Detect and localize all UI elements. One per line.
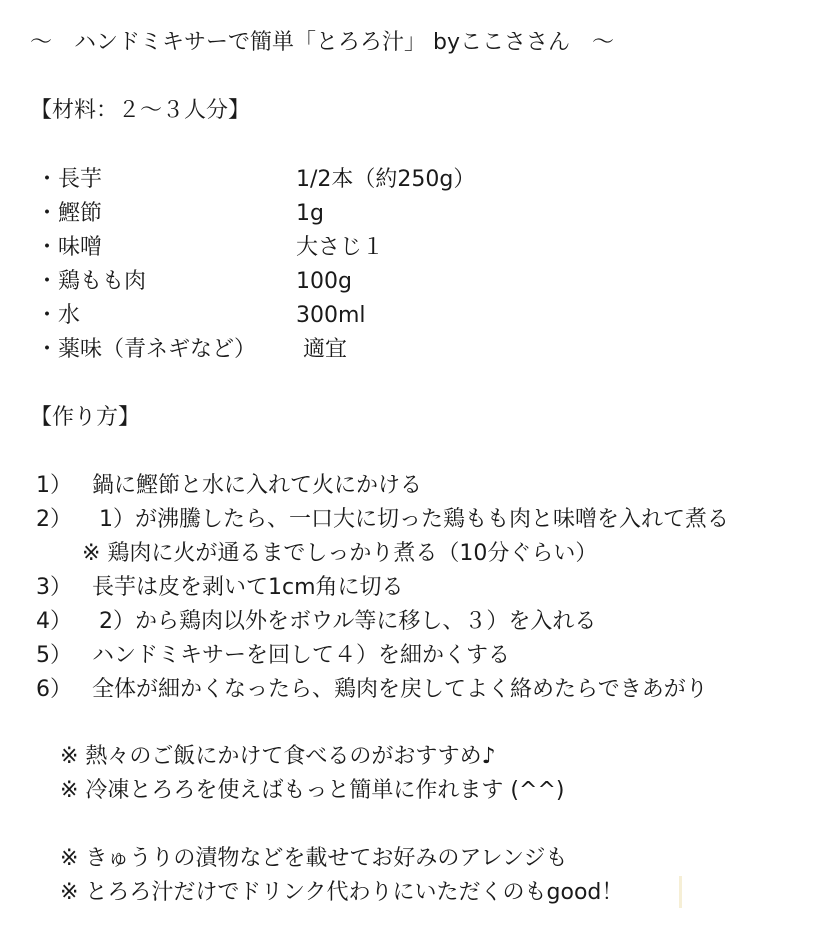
ingredient-amount: 大さじ１ [296, 235, 385, 260]
materials-heading: 【材料：２〜３人分】 [30, 98, 251, 123]
ingredient-amount: 100g [296, 269, 352, 294]
note-line: ※ 熱々のご飯にかけて食べるのがおすすめ♪ [60, 744, 496, 769]
ingredient-amount: 300ml [296, 303, 366, 328]
step-number: 3） [36, 575, 72, 600]
ingredient-amount: 適宜 [296, 337, 347, 362]
recipe-title: 〜 ハンドミキサーで簡単「とろろ汁」 byここささん 〜 [30, 30, 614, 55]
step-number: 1） [36, 473, 72, 498]
step-number: 6） [36, 677, 72, 702]
ingredient-name: ・味噌 [36, 235, 103, 260]
step-number: 5） [36, 643, 72, 668]
note-line: ※ とろろ汁だけでドリンク代わりにいただくのもgood！ [60, 880, 624, 905]
ingredient-name: ・水 [36, 303, 81, 328]
ingredient-name: ・長芋 [36, 167, 103, 192]
ingredient-name: ・鰹節 [36, 201, 103, 226]
step-text: 2）から鶏肉以外をボウル等に移し、３）を入れる [92, 609, 597, 634]
step-text: 長芋は皮を剥いて1cm角に切る [92, 575, 404, 600]
method-heading: 【作り方】 [30, 405, 141, 430]
step-text: ハンドミキサーを回して４）を細かくする [92, 643, 511, 668]
step-number: 4） [36, 609, 72, 634]
step-note-text: ※ 鶏肉に火が通るまでしっかり煮る（10分ぐらい） [82, 541, 598, 566]
ingredient-amount: 1g [296, 201, 324, 226]
note-line: ※ 冷凍とろろを使えばもっと簡単に作れます (^^) [60, 778, 565, 803]
note-line: ※ きゅうりの漬物などを載せてお好みのアレンジも [60, 846, 568, 871]
step-text: 全体が細かくなったら、鶏肉を戻してよく絡めたらできあがり [92, 677, 708, 702]
step-text: 鍋に鰹節と水に入れて火にかける [92, 473, 423, 498]
ingredient-name: ・薬味（青ネギなど） [36, 337, 257, 362]
step-text: 1）が沸騰したら、一口大に切った鶏もも肉と味噌を入れて煮る [92, 507, 729, 532]
text-cursor [679, 876, 682, 908]
step-number: 2） [36, 507, 72, 532]
ingredient-name: ・鶏もも肉 [36, 269, 147, 294]
ingredient-amount: 1/2本（約250g） [296, 167, 476, 192]
